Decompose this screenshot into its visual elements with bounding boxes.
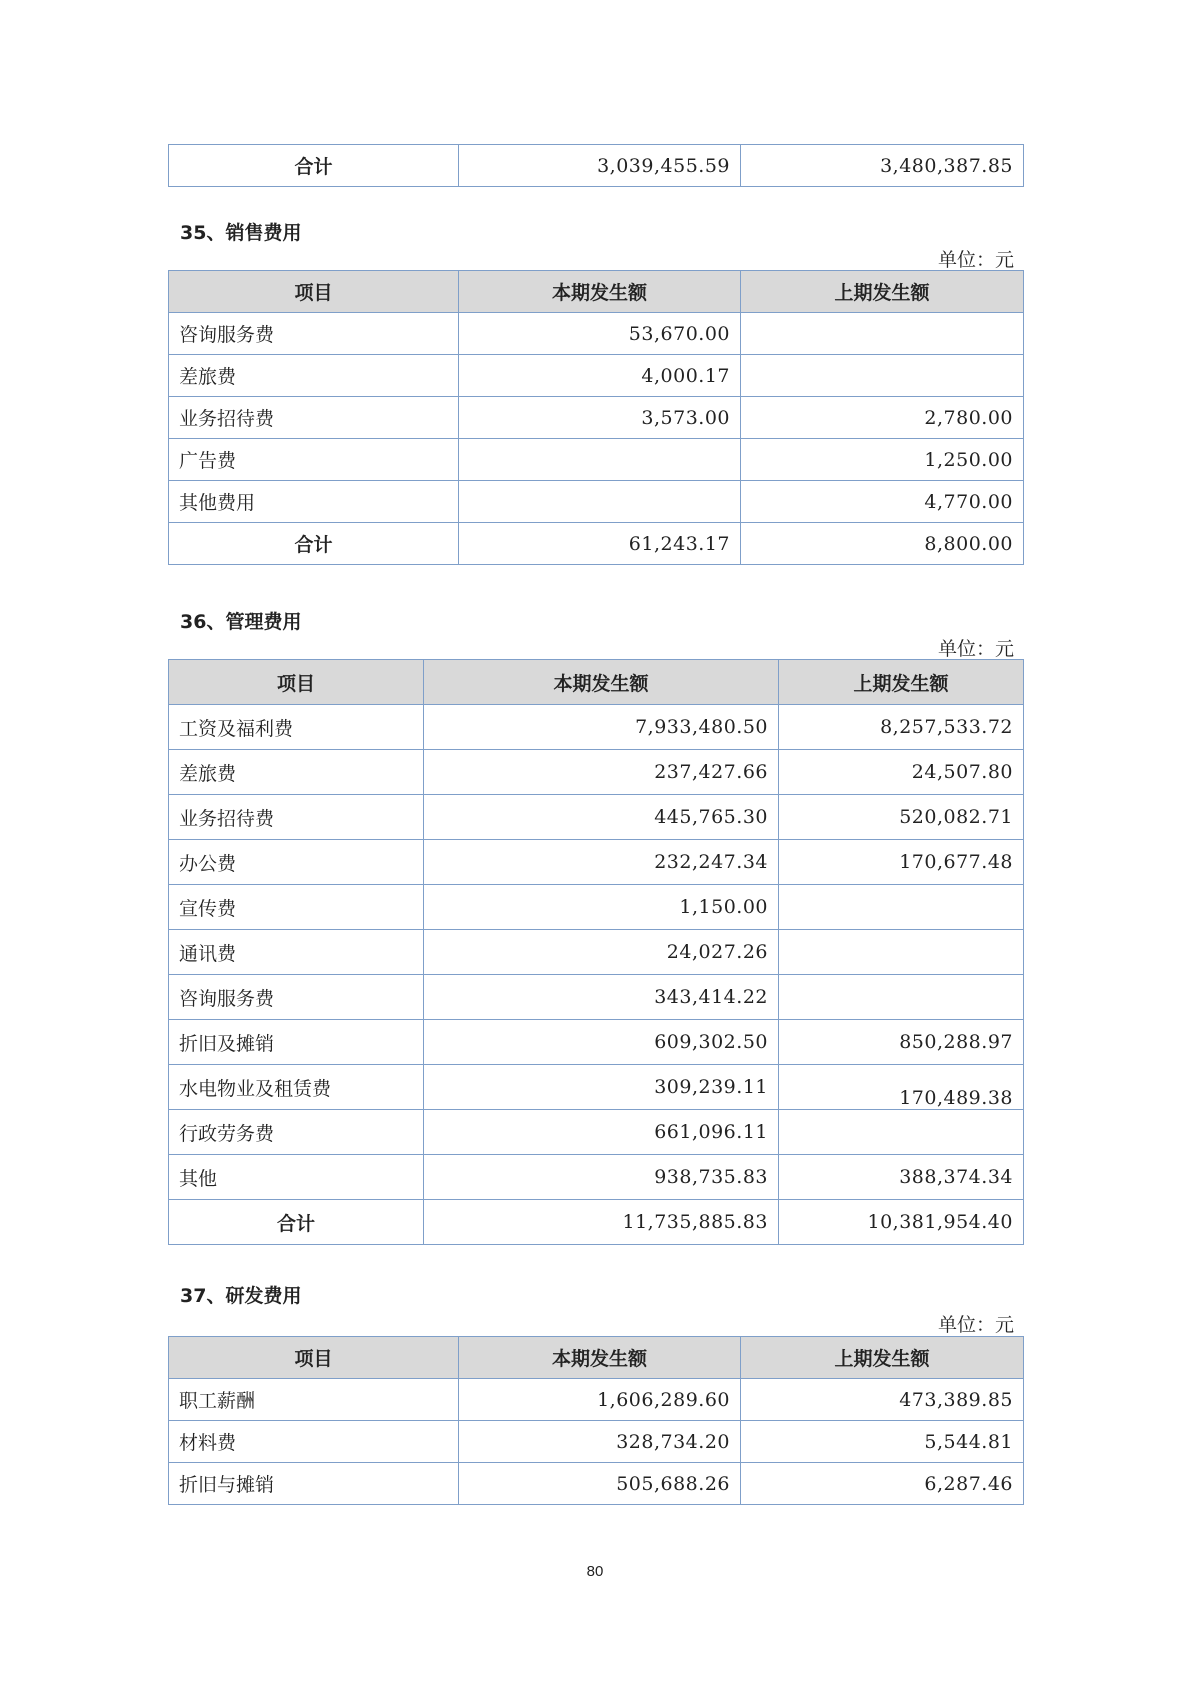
row-name: 折旧与摊销 xyxy=(169,1463,459,1505)
table-row xyxy=(169,705,1024,750)
table-row xyxy=(169,481,1024,523)
table-header-row xyxy=(169,271,1024,313)
header-item: 项目 xyxy=(169,660,424,705)
header-current: 本期发生额 xyxy=(459,1337,741,1379)
table-row xyxy=(169,975,1024,1020)
unit-label-sales: 单位：元 xyxy=(937,249,1014,271)
header-current: 本期发生额 xyxy=(424,660,779,705)
header-previous: 上期发生额 xyxy=(741,271,1024,313)
header-item: 项目 xyxy=(169,271,459,313)
table-row xyxy=(169,1155,1024,1200)
row-previous: 6,287.46 xyxy=(741,1463,1024,1505)
row-name: 业务招待费 xyxy=(169,795,424,840)
row-name: 职工薪酬 xyxy=(169,1379,459,1421)
table-header-row xyxy=(169,660,1024,705)
total-previous: 3,480,387.85 xyxy=(741,145,1024,187)
row-previous: 473,389.85 xyxy=(741,1379,1024,1421)
row-current: 4,000.17 xyxy=(459,355,741,397)
table-row xyxy=(169,355,1024,397)
table-row xyxy=(169,313,1024,355)
row-previous: 388,374.34 xyxy=(779,1155,1024,1200)
sales-expenses-table xyxy=(168,270,1024,565)
total-previous: 8,800.00 xyxy=(741,523,1024,565)
row-previous: 8,257,533.72 xyxy=(779,705,1024,750)
row-current: 3,573.00 xyxy=(459,397,741,439)
row-current xyxy=(459,439,741,481)
row-name: 材料费 xyxy=(169,1421,459,1463)
row-name: 咨询服务费 xyxy=(169,975,424,1020)
header-previous: 上期发生额 xyxy=(741,1337,1024,1379)
table-row xyxy=(169,1065,1024,1110)
table-row xyxy=(169,1463,1024,1505)
row-previous xyxy=(779,885,1024,930)
row-name: 业务招待费 xyxy=(169,397,459,439)
row-previous xyxy=(741,355,1024,397)
table-header-row xyxy=(169,1337,1024,1379)
row-current: 609,302.50 xyxy=(424,1020,779,1065)
row-current: 938,735.83 xyxy=(424,1155,779,1200)
row-current: 24,027.26 xyxy=(424,930,779,975)
row-current: 309,239.11 xyxy=(424,1065,779,1110)
table-row xyxy=(169,1421,1024,1463)
table-row xyxy=(169,1020,1024,1065)
table-row-total xyxy=(169,523,1024,565)
total-label: 合计 xyxy=(169,145,459,187)
row-previous: 24,507.80 xyxy=(779,750,1024,795)
row-current xyxy=(459,481,741,523)
unit-label-admin: 单位：元 xyxy=(937,638,1014,660)
row-name: 行政劳务费 xyxy=(169,1110,424,1155)
table-row xyxy=(169,885,1024,930)
total-current: 11,735,885.83 xyxy=(424,1200,779,1245)
table-row xyxy=(169,439,1024,481)
row-previous xyxy=(779,930,1024,975)
row-name: 折旧及摊销 xyxy=(169,1020,424,1065)
row-name: 宣传费 xyxy=(169,885,424,930)
row-previous: 4,770.00 xyxy=(741,481,1024,523)
row-previous: 170,677.48 xyxy=(779,840,1024,885)
row-name: 水电物业及租赁费 xyxy=(169,1065,424,1110)
section-heading-admin: 36、管理费用 xyxy=(180,611,302,633)
row-previous: 850,288.97 xyxy=(779,1020,1024,1065)
previous-table-total xyxy=(168,144,1024,187)
row-name: 其他 xyxy=(169,1155,424,1200)
total-label: 合计 xyxy=(169,1200,424,1245)
table-row xyxy=(169,397,1024,439)
row-current: 1,150.00 xyxy=(424,885,779,930)
unit-label-rd: 单位：元 xyxy=(937,1314,1014,1336)
table-row xyxy=(169,750,1024,795)
table-row xyxy=(169,1379,1024,1421)
section-heading-sales: 35、销售费用 xyxy=(180,222,302,244)
row-name: 其他费用 xyxy=(169,481,459,523)
row-current: 661,096.11 xyxy=(424,1110,779,1155)
row-current: 343,414.22 xyxy=(424,975,779,1020)
header-item: 项目 xyxy=(169,1337,459,1379)
header-current: 本期发生额 xyxy=(459,271,741,313)
row-name: 差旅费 xyxy=(169,750,424,795)
total-label: 合计 xyxy=(169,523,459,565)
row-previous: 170,489.38 xyxy=(779,1065,1024,1110)
table-row-total xyxy=(169,1200,1024,1245)
row-name: 广告费 xyxy=(169,439,459,481)
row-current: 232,247.34 xyxy=(424,840,779,885)
row-name: 办公费 xyxy=(169,840,424,885)
row-previous xyxy=(779,1110,1024,1155)
table-row-total xyxy=(169,145,1024,187)
row-current: 7,933,480.50 xyxy=(424,705,779,750)
row-current: 1,606,289.60 xyxy=(459,1379,741,1421)
row-current: 237,427.66 xyxy=(424,750,779,795)
row-name: 通讯费 xyxy=(169,930,424,975)
rd-expenses-table xyxy=(168,1336,1024,1505)
row-previous: 5,544.81 xyxy=(741,1421,1024,1463)
row-previous xyxy=(741,313,1024,355)
admin-expenses-table xyxy=(168,659,1024,1245)
row-current: 505,688.26 xyxy=(459,1463,741,1505)
row-current: 53,670.00 xyxy=(459,313,741,355)
table-row xyxy=(169,840,1024,885)
row-previous: 2,780.00 xyxy=(741,397,1024,439)
row-name: 工资及福利费 xyxy=(169,705,424,750)
table-row xyxy=(169,795,1024,840)
table-row xyxy=(169,1110,1024,1155)
total-current: 3,039,455.59 xyxy=(459,145,741,187)
row-name: 咨询服务费 xyxy=(169,313,459,355)
row-current: 328,734.20 xyxy=(459,1421,741,1463)
row-previous: 1,250.00 xyxy=(741,439,1024,481)
table-row xyxy=(169,930,1024,975)
row-name: 差旅费 xyxy=(169,355,459,397)
header-previous: 上期发生额 xyxy=(779,660,1024,705)
row-previous xyxy=(779,975,1024,1020)
total-previous: 10,381,954.40 xyxy=(779,1200,1024,1245)
page-number: 80 xyxy=(586,1563,604,1580)
section-heading-rd: 37、研发费用 xyxy=(180,1285,302,1307)
row-current: 445,765.30 xyxy=(424,795,779,840)
total-current: 61,243.17 xyxy=(459,523,741,565)
row-previous: 520,082.71 xyxy=(779,795,1024,840)
